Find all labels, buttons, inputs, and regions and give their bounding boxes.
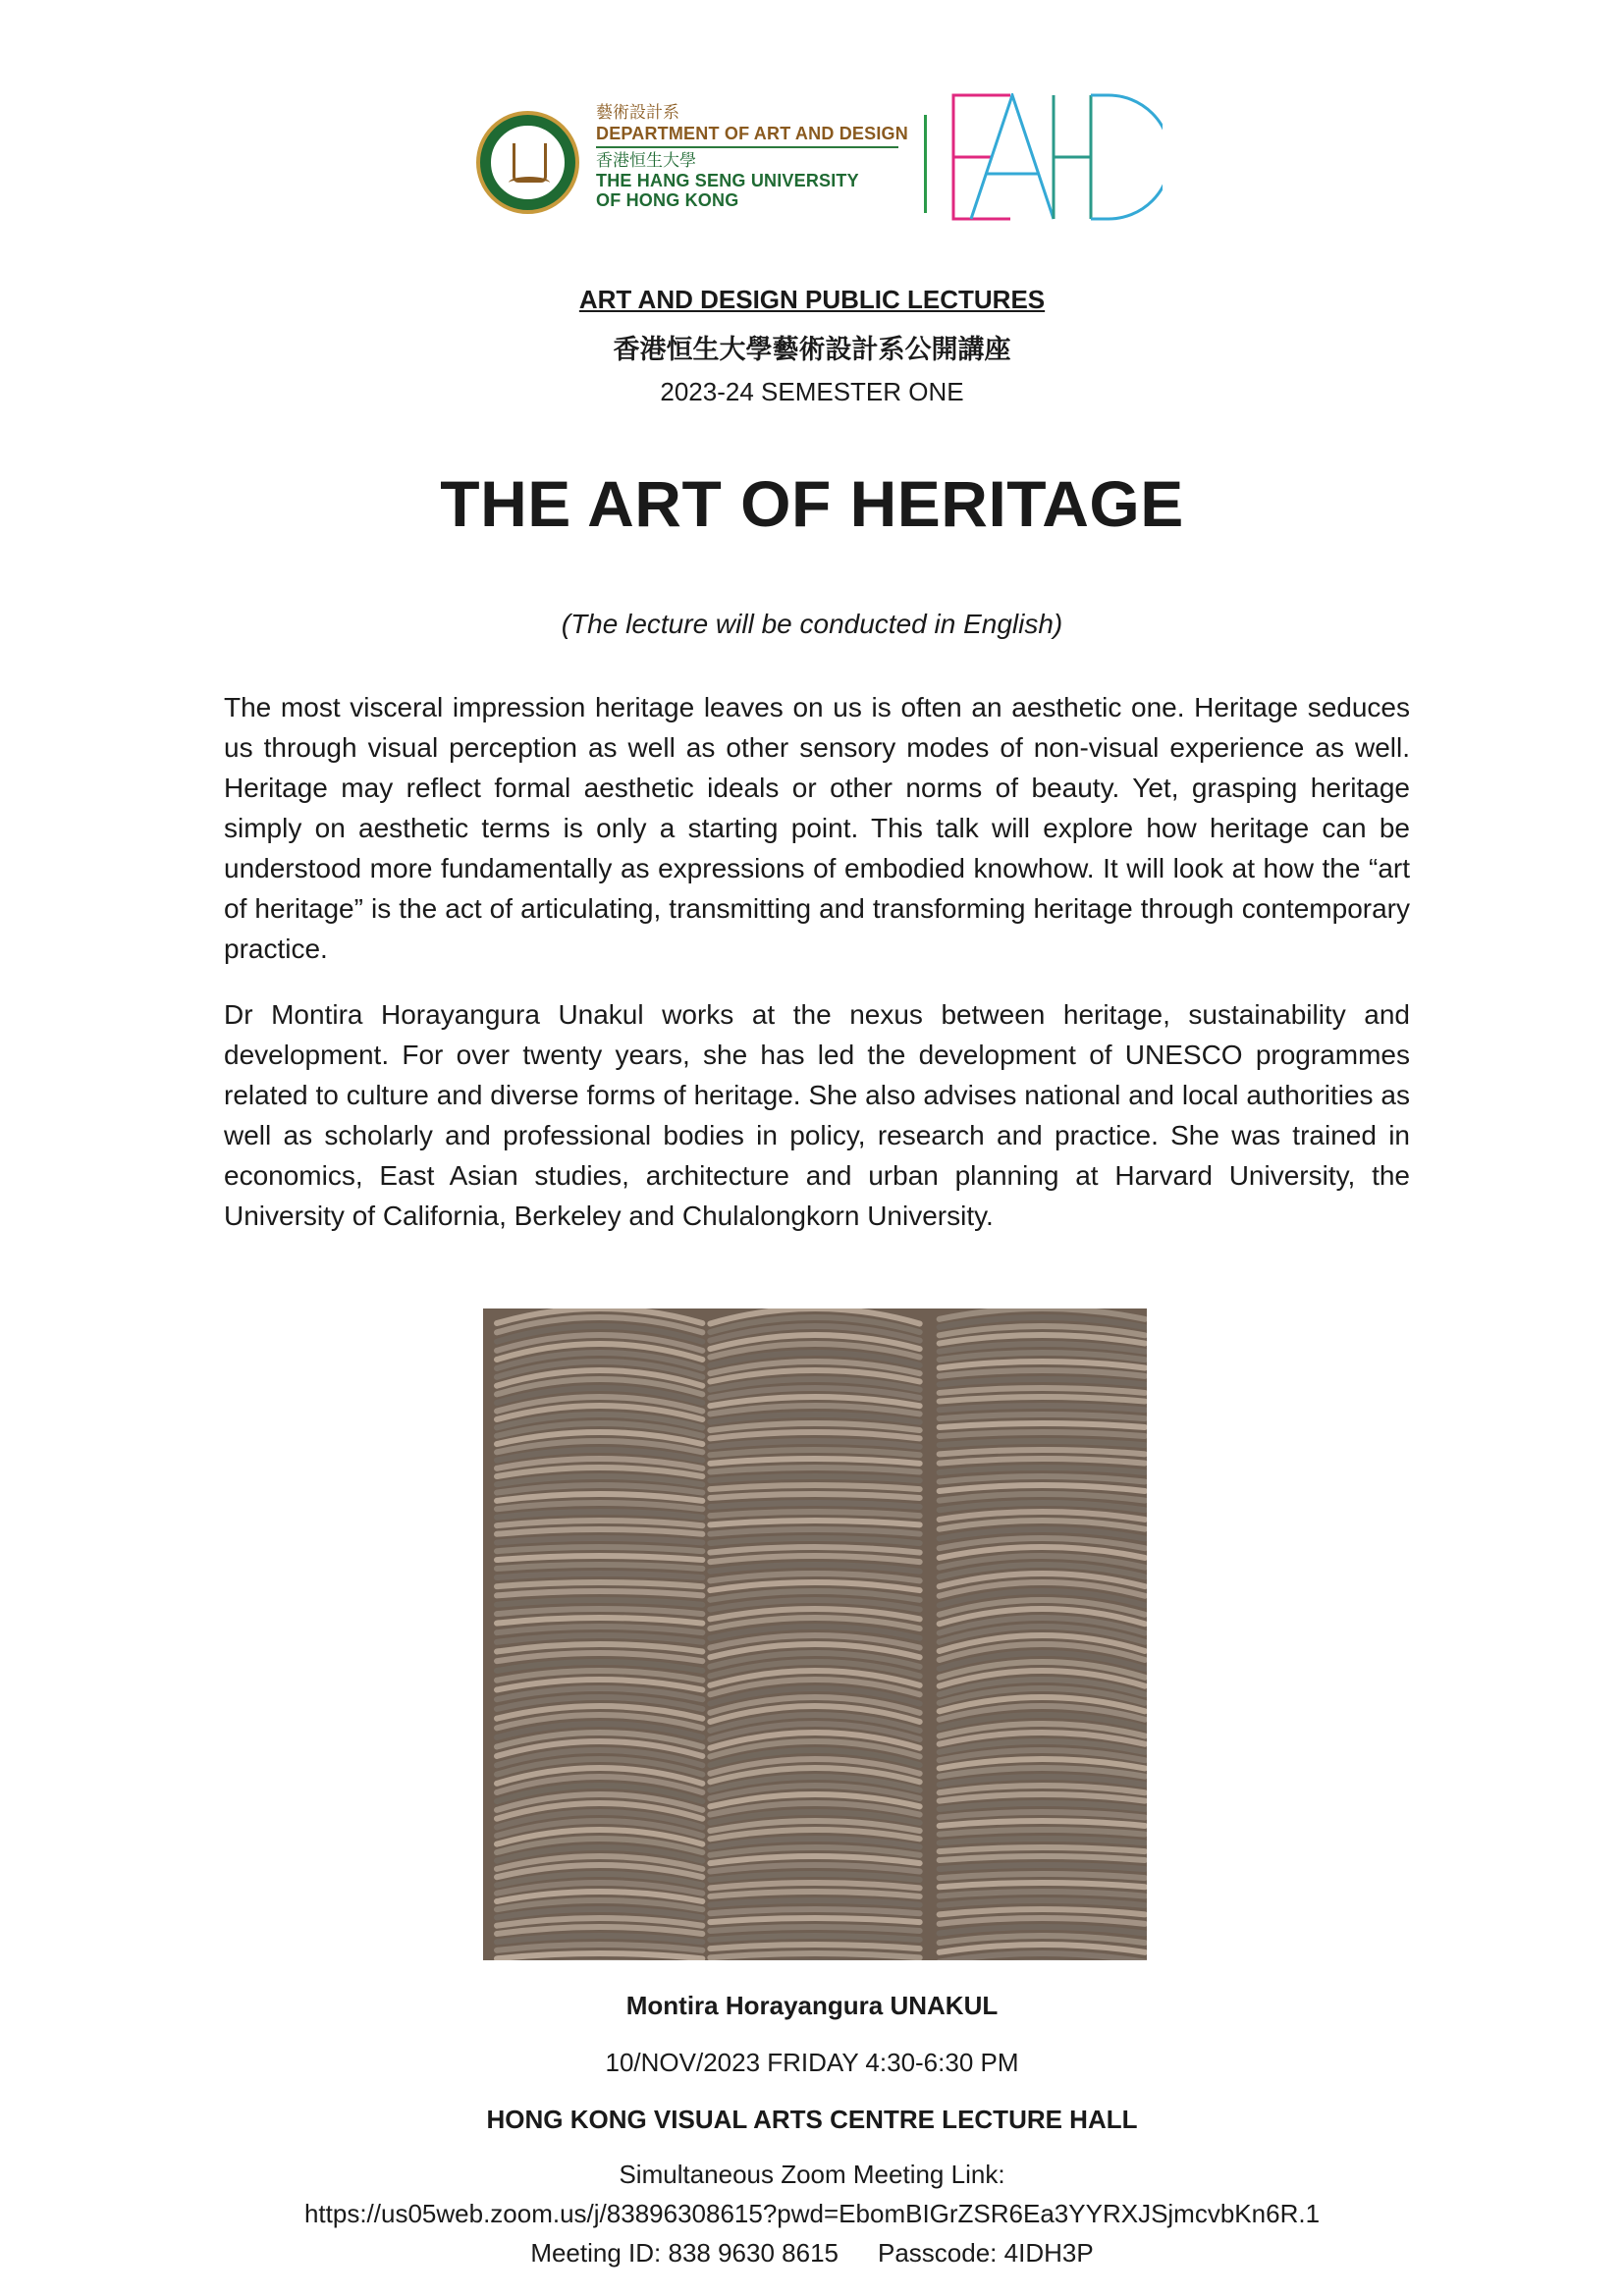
seal-inner-ring [489,124,567,201]
header-logos [476,93,1164,226]
series-title: ART AND DESIGN PUBLIC LECTURES [578,285,1046,314]
semester-label: 2023-24 SEMESTER ONE [660,377,964,406]
zoom-label: Simultaneous Zoom Meeting Link: [619,2160,1005,2189]
meeting-passcode: Passcode: 4IDH3P [878,2238,1094,2268]
university-name-en-line1: THE HANG SENG UNIVERSITY [596,171,859,190]
university-name-cn: 香港恒生大學 [596,151,696,171]
meeting-credentials [0,2238,1624,2269]
zoom-meeting-link[interactable]: https://us05web.zoom.us/j/83896308615?pwd=EbomBIGrZSR6Ea3YYRXJSjmcvbKn6R.1 [303,2199,1321,2228]
language-note: (The lecture will be conducted in English) [561,609,1063,639]
speaker-bio-paragraph: Dr Montira Horayangura Unakul works at the nexus between heritage, sustainability and development. For over twenty years, she has led the development of UNESCO programmes related to culture and diverse forms of heritage. She also advises national and local authorities as well as scholarly and professional bodies in policy, research and practice. She was trained in economics, East Asian studies, architecture and urban planning at Harvard University, the University of California, Berkeley and Chulalongkorn University. [224,999,1410,1231]
department-name-en: DEPARTMENT OF ART AND DESIGN [596,124,908,143]
logo-divider [924,115,927,213]
event-venue: HONG KONG VISUAL ARTS CENTRE LECTURE HALL [486,2105,1138,2134]
meeting-id: Meeting ID: 838 9630 8615 [530,2238,839,2268]
university-seal-logo [476,111,579,214]
university-name-en-line2: OF HONG KONG [596,190,739,210]
wordmark-divider [596,146,898,148]
roof-tiles-image [483,1308,1147,1960]
department-wordmark [596,103,910,210]
ad-monogram-logo [951,93,1163,221]
lecture-title: THE ART OF HERITAGE [440,467,1184,540]
event-datetime: 10/NOV/2023 FRIDAY 4:30-6:30 PM [605,2048,1019,2077]
series-title-cn: 香港恒生大學藝術設計系公開講座 [613,335,1011,365]
speaker-name: Montira Horayangura UNAKUL [625,1991,999,2020]
seal-book-icon [509,177,550,188]
roof-tiles-photo [483,1308,1147,1960]
abstract-paragraph: The most visceral impression heritage leaves on us is often an aesthetic one. Heritage seduces us through visual perception as well as other sensory modes of non-visual experience as well. Heritage may reflect formal aesthetic ideals or other norms of beauty. Yet, grasping heritage simply on aesthetic terms is only a starting point. This talk will explore how heritage can be understood more fundamentally as expressions of embodied knowhow. It will look at how the “art of heritage” is the act of articulating, transmitting and transforming heritage through contemporary practice. [224,692,1410,964]
department-name-cn: 藝術設計系 [596,103,679,123]
